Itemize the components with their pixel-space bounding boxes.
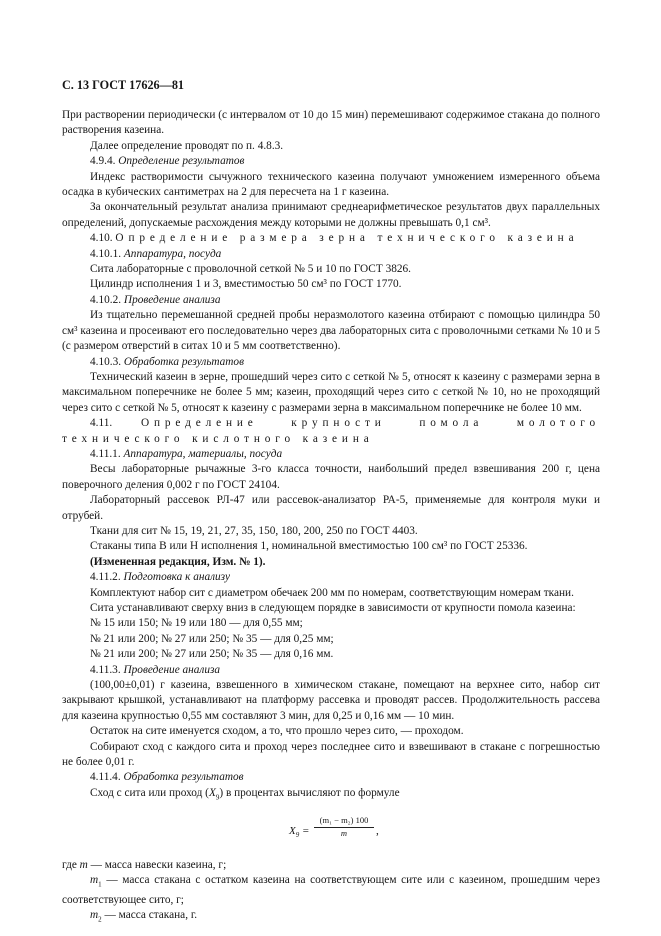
formula-numerator: (m₁ − m₂) 100 (314, 815, 374, 828)
paragraph: Сход с сита или проход $(X_9)$ в процентах вычисляют по формуле (90, 786, 400, 802)
amendment-note: (Измененная редакция, Изм. № 1). (90, 555, 266, 568)
list-item: № 15 или 150; № 19 или 180 — для 0,55 мм; (90, 617, 303, 630)
paragraph: Стаканы типа В или Н исполнения 1, номинальной вместимостью 100 см³ по ГОСТ 25336. (90, 540, 528, 553)
paragraph: Остаток на сите именуется сходом, а то, что прошло через сито, — проходом. (90, 725, 464, 738)
paragraph: Из тщательно перемешанной средней пробы неразмолотого казеина отбирают с помощью цилиндра 50 см³ казеина и просеивают его последовательно через два лабораторных сита с проволочными сетками № 10 и 5 (с размером отверстий в ситах 10 и 5 мм соответственно). (62, 309, 600, 353)
paragraph: Далее определение проводят по п. 4.8.3. (90, 139, 284, 152)
section-heading: 4.11.3. Проведение анализа (90, 663, 221, 676)
list-item: № 21 или 200; № 27 или 250; № 35 — для 0,25 мм; (90, 632, 334, 645)
legend-item: $m_2$ — масса стакана, г. (90, 909, 198, 924)
paragraph: За окончательный результат анализа принимают среднеарифметическое результатов двух параллельных определений, допускаемые расхождения между которыми не должны превышать 0,1 см³. (62, 201, 600, 229)
formula (62, 814, 600, 854)
section-heading: 4.11.1. Аппаратура, материалы, посуда (90, 447, 283, 460)
section-heading: 4.10. Определение размера зерна технического казеина (90, 232, 579, 245)
document-body (62, 108, 600, 928)
formula-comma: , (376, 824, 379, 837)
section-heading: 4.11. Определение крупности помола молотого технического кислотного казеина (62, 417, 600, 445)
paragraph: Технический казеин в зерне, прошедший через сито с сеткой № 5, относят к казеину с размерами зерна в максимальном поперечнике не более 5 мм; казеин, проходящий через сито с сеткой № 10, но не проходящий через сито с сеткой № 5, относят к казеину с размерами зерна в максимальном поперечнике не более 10 мм. (62, 370, 600, 414)
legend-item: где m — масса навески казеина, г; (62, 858, 227, 871)
formula-lhs: $X_9$ = (289, 824, 310, 839)
section-heading: 4.10.3. Обработка результатов (90, 355, 244, 368)
section-heading: 4.10.1. Аппаратура, посуда (90, 247, 222, 260)
section-heading: 4.9.4. Определение результатов (90, 155, 245, 168)
section-heading: 4.11.2. Подготовка к анализу (90, 571, 231, 584)
page-header: С. 13 ГОСТ 17626—81 (62, 78, 185, 92)
paragraph: Сита лабораторные с проволочной сеткой № 5 и 10 по ГОСТ 3826. (90, 263, 411, 276)
paragraph: (100,00±0,01) г казеина, взвешенного в химическом стакане, помещают на верхнее сито, набор сит закрывают крышкой, устанавливают на платформу рассевка и проводят рассев. Продолжительность рассева для казеина крупностью 0,55 мм составляют 3 мин, для 0,25 и 0,16 мм — 10 мин. (62, 679, 600, 722)
formula-fraction (314, 815, 374, 839)
paragraph: Весы лабораторные рычажные 3-го класса точности, наибольший предел взвешивания 200 г, цена поверочного деления 0,002 г по ГОСТ 24104. (62, 463, 600, 491)
paragraph: Лабораторный рассевок РЛ-47 или рассевок-анализатор РА-5, применяемые для контроля муки и отрубей. (62, 494, 600, 522)
paragraph: Комплектуют набор сит с диаметром обечаек 200 мм по номерам, соответствующим номерам ткани. (90, 586, 574, 599)
paragraph: Сита устанавливают сверху вниз в следующем порядке в зависимости от крупности помола казеина: (90, 602, 576, 614)
paragraph: Индекс растворимости сычужного технического казеина получают умножением измеренного объема осадка в кубических сантиметрах на 2 для пересчета на 1 г казеина. (62, 170, 600, 199)
paragraph: Цилиндр исполнения 1 и 3, вместимостью 50 см³ по ГОСТ 1770. (90, 278, 402, 291)
section-heading: 4.11.4. Обработка результатов (90, 771, 244, 784)
legend-item: $m_1$ — масса стакана с остатком казеина на соответствующем сите или с казеином, прошедшим через соответствующее сито, г; (62, 873, 600, 906)
paragraph: При растворении периодически (с интервалом от 10 до 15 мин) перемешивают содержимое стакана до полного растворения казеина. (62, 109, 600, 137)
paragraph: Ткани для сит № 15, 19, 21, 27, 35, 150, 180, 200, 250 по ГОСТ 4403. (90, 524, 418, 537)
section-heading: 4.10.2. Проведение анализа (90, 293, 221, 306)
list-item: № 21 или 200; № 27 или 250; № 35 — для 0,16 мм. (90, 648, 334, 661)
formula-denominator: m (340, 827, 348, 838)
paragraph: Собирают сход с каждого сита и проход через последнее сито и взвешивают в стакане с погрешностью не более 0,01 г. (62, 740, 600, 769)
